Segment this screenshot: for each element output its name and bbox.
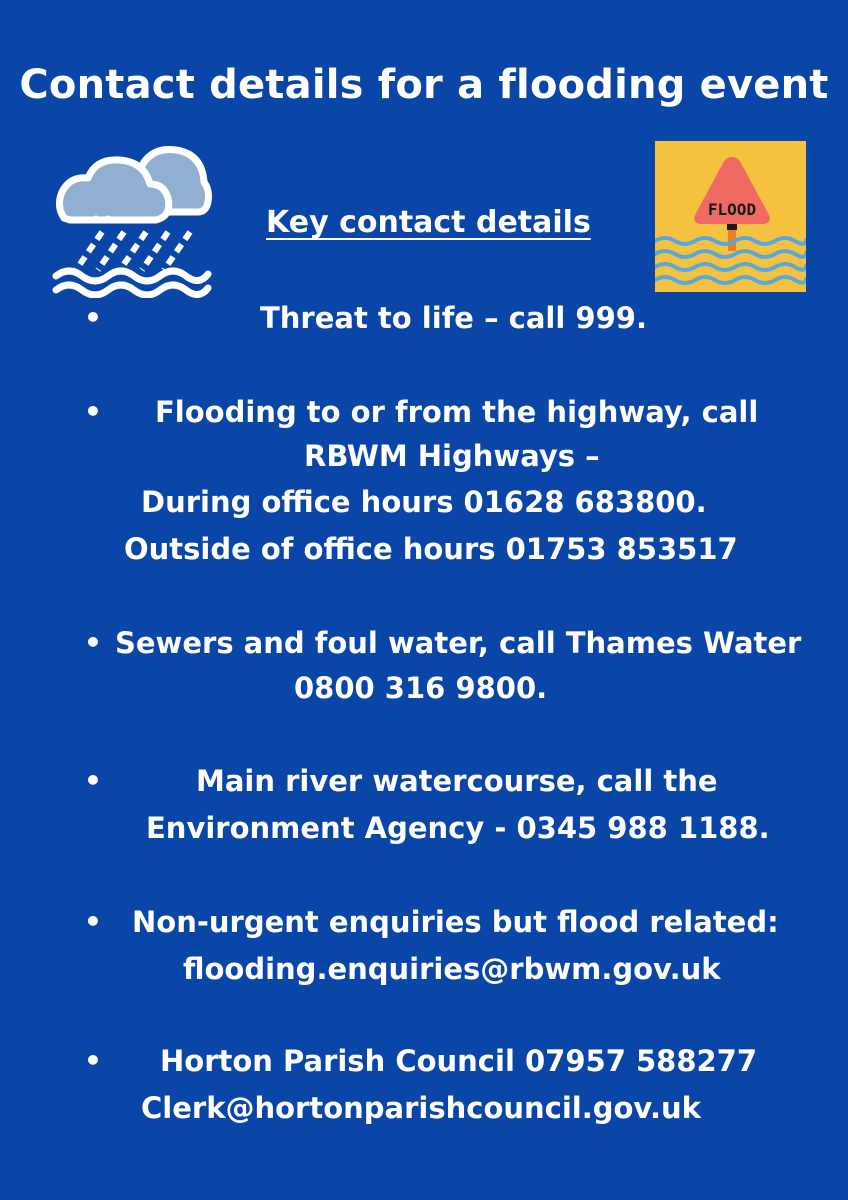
section-heading: Key contact details <box>266 205 591 240</box>
contact-line: During office hours 01628 683800. <box>141 485 707 519</box>
bullet-marker: • <box>84 764 102 797</box>
contact-line: Environment Agency - 0345 988 1188. <box>146 811 770 845</box>
contact-line: Non-urgent enquiries but flood related: <box>132 905 779 939</box>
flood-warning-sign-icon <box>655 141 806 292</box>
flood-sign-text: FLOOD <box>707 200 757 219</box>
contact-line: Main river watercourse, call the <box>196 764 718 798</box>
contact-line: 0800 316 9800. <box>294 671 548 705</box>
contact-line: Threat to life – call 999. <box>260 301 647 335</box>
rain-flood-icon <box>52 140 212 298</box>
bullet-marker: • <box>84 1044 102 1077</box>
bullet-marker: • <box>84 395 102 428</box>
contact-line: RBWM Highways – <box>304 439 600 473</box>
bullet-marker: • <box>84 626 102 659</box>
contact-email[interactable]: flooding.enquiries@rbwm.gov.uk <box>183 952 721 986</box>
bullet-marker: • <box>84 301 102 334</box>
contact-line: Sewers and foul water, call Thames Water <box>115 626 802 660</box>
contact-line: Flooding to or from the highway, call <box>155 395 759 429</box>
contact-line: Horton Parish Council 07957 588277 <box>160 1044 758 1078</box>
contact-line: Outside of office hours 01753 853517 <box>124 532 738 566</box>
contact-email[interactable]: Clerk@hortonparishcouncil.gov.uk <box>141 1091 701 1125</box>
bullet-marker: • <box>84 905 102 938</box>
page-title: Contact details for a flooding event <box>19 62 829 108</box>
